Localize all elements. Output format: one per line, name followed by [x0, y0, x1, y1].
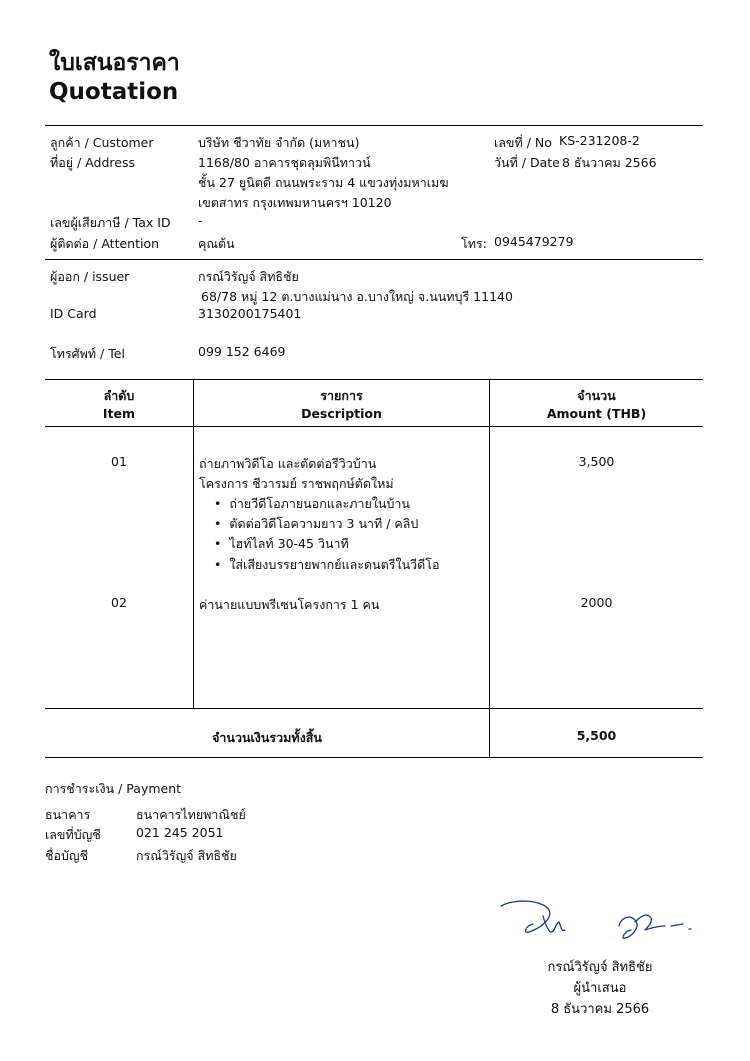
attention-tel-label: โทร: [461, 236, 487, 251]
row-1-project: โครงการ ชีวารมย์ ราชพฤกษ์ตัดใหม่ [199, 476, 394, 491]
address-line-1: 1168/80 อาคารชุดลุมพินีทาวน์ [198, 155, 371, 170]
signer-role: ผู้นำเสนอ [573, 981, 627, 996]
row-1-amount: 3,500 [578, 454, 615, 469]
id-card-label: ID Card [50, 306, 97, 321]
address-line-2: ชั้น 27 ยูนิตดี ถนนพระราม 4 แขวงทุ่งมหาเมฆ [198, 175, 449, 190]
divider-customer [45, 259, 703, 260]
address-label: ที่อยู่ / Address [50, 155, 136, 170]
row-1-item: 01 [111, 454, 127, 469]
issuer-tel-value: 099 152 6469 [198, 344, 286, 359]
attention-label: ผู้ติดต่อ / Attention [50, 236, 160, 251]
header-description-english: Description [301, 406, 382, 421]
row-2-description: ค่านายแบบพรีเซนโครงการ 1 คน [199, 597, 380, 612]
date-label: วันที่ / Date [494, 155, 560, 170]
address-line-3: เขตสาทร กรุงเทพมหานครฯ 10120 [198, 195, 392, 210]
issuer-tel-label: โทรศัพท์ / Tel [50, 346, 125, 361]
title-english: Quotation [49, 79, 179, 105]
header-amount-english: Amount (THB) [546, 406, 647, 421]
row-1-bullet-4: • ใส่เสียงบรรยายพากย์และดนตรีในวีดีโอ [214, 557, 440, 572]
header-item-thai: ลำดับ [103, 388, 135, 403]
attention-tel-value: 0945479279 [494, 234, 574, 249]
row-1-bullet-3: • ไฮท์ไลท์ 30-45 วินาที [214, 536, 349, 551]
total-value: 5,500 [576, 728, 617, 743]
quote-no-label: เลขที่ / No [494, 135, 552, 150]
account-name-label: ชื่อบัญชี [45, 848, 89, 863]
table-top-border [45, 379, 703, 380]
quote-no-value: KS-231208-2 [559, 133, 640, 148]
signer-name: กรณ์วิรัญจ์ สิทธิชัย [547, 960, 653, 975]
account-number-value: 021 245 2051 [136, 825, 224, 840]
id-card-value: 3130200175401 [198, 306, 302, 321]
table-col-divider-2 [489, 379, 490, 757]
table-bottom-border [45, 757, 703, 758]
header-item-english: Item [102, 406, 136, 421]
divider-top [45, 125, 703, 126]
customer-value: บริษัท ชีวาทัย จำกัด (มหาชน) [198, 135, 360, 150]
bank-label: ธนาคาร [45, 807, 91, 822]
customer-label: ลูกค้า / Customer [50, 135, 154, 150]
account-name-value: กรณ์วิรัญจ์ สิทธิชัย [136, 848, 237, 863]
issuer-address: 68/78 หมู่ 12 ต.บางแม่นาง อ.บางใหญ่ จ.นนทบุรี 11140 [201, 289, 513, 304]
row-1-bullet-2: • ตัดต่อวิดีโอความยาว 3 นาที / คลิป [214, 516, 419, 531]
account-number-label: เลขที่บัญชี [45, 827, 101, 842]
issuer-label: ผู้ออก / issuer [50, 269, 130, 284]
issuer-name: กรณ์วิรัญจ์ สิทธิชัย [198, 269, 299, 284]
title-thai: ใบเสนอราคา [49, 50, 180, 76]
total-label: จำนวนเงินรวมทั้งสิ้น [212, 730, 322, 745]
handwritten-signature [495, 892, 700, 947]
payment-title: การชำระเงิน / Payment [45, 781, 182, 796]
row-1-description: ถ่ายภาพวิดีโอ และตัดต่อรีวิวบ้าน [199, 456, 377, 471]
bank-value: ธนาคารไทยพาณิชย์ [136, 807, 246, 822]
row-1-bullet-1: • ถ่ายวีดีโอภายนอกและภายในบ้าน [214, 496, 410, 511]
table-body-border [45, 708, 703, 709]
table-header-border [45, 426, 703, 427]
tax-id-label: เลขผู้เสียภาษี / Tax ID [50, 215, 171, 230]
row-2-item: 02 [111, 595, 127, 610]
tax-id-value: - [198, 213, 203, 228]
attention-value: คุณต้น [198, 236, 235, 251]
date-value: 8 ธันวาคม 2566 [562, 155, 657, 170]
table-col-divider-1 [193, 379, 194, 708]
signature-date: 8 ธันวาคม 2566 [550, 1002, 650, 1017]
header-description-thai: รายการ [320, 388, 363, 403]
row-2-amount: 2000 [580, 595, 613, 610]
header-amount-thai: จำนวน [577, 388, 616, 403]
